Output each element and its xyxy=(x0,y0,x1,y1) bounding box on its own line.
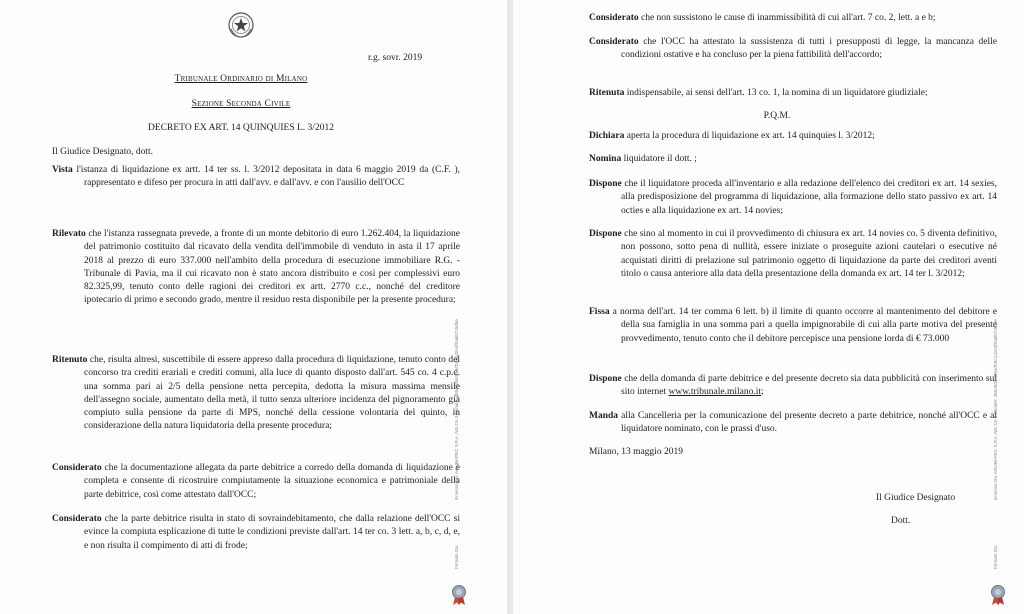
keyword-dispone: Dispone xyxy=(589,374,622,384)
signature-name: Dott. xyxy=(891,516,911,526)
paragraph-considerato-2: Considerato che la parte debitrice risulta in stato di sovraindebitamento, che dalla relazione dell'OCC si evince la compiuta esplicazione di tutte le condizioni previste dall'art. 14 ter co. 3 lett. a, b, c, d, e, e non risulta il compimento di atti di frode; xyxy=(52,514,460,551)
keyword-ritenuta: Ritenuta xyxy=(589,88,625,98)
italian-republic-emblem-icon xyxy=(226,10,256,40)
paragraph-manda: Manda alla Cancelleria per la comunicazione del presente decreto a parte debitrice, nonché all'OCC e al liquidatore nominato, con le prassi d'uso. xyxy=(589,411,997,435)
paragraph-ritenuta: Ritenuta indispensabile, ai sensi dell'art. 13 co. 1, la nomina di un liquidatore giudiziale; xyxy=(589,88,928,98)
paragraph-dispone-3: Dispone che della domanda di parte debitrice e del presente decreto sia data pubblicità con inserimento sul sito internet www.tribunale.milano.it; xyxy=(589,374,997,398)
document-page-1 xyxy=(0,0,507,614)
keyword-considerato: Considerato xyxy=(589,13,639,23)
paragraph-vista: Vista l'istanza di liquidazione ex artt. 14 ter ss. l. 3/2012 depositata in data 6 maggio 2019 da (C.F. ), rappresentato e difeso per procura in atti dall'avv. e dall'avv. e con l'ausilio dell'OCC xyxy=(52,165,460,189)
keyword-considerato: Considerato xyxy=(52,463,102,473)
seal-icon xyxy=(989,584,1007,606)
paragraph-considerato-1: Considerato che la documentazione allegata da parte debitrice a corredo della domanda di liquidazione è completa e consente di ricostruire compiutamente la situazione economica e patrimoniale della parte debitrice, così come attestato dall'OCC; xyxy=(52,463,460,500)
court-name: Tribunale Ordinario di Milano xyxy=(174,74,308,84)
paragraph-nomina: Nomina liquidatore il dott. ; xyxy=(589,154,697,164)
keyword-ritenuto: Ritenuto xyxy=(52,355,88,365)
keyword-manda: Manda xyxy=(589,411,619,421)
keyword-considerato: Considerato xyxy=(589,37,639,47)
paragraph-dichiara: Dichiara aperta la procedura di liquidazione ex art. 14 quinquies l. 3/2012; xyxy=(589,131,875,141)
keyword-dispone: Dispone xyxy=(589,229,622,239)
signed-by-label: Firmato Da: xyxy=(993,545,998,569)
decree-title: DECRETO EX ART. 14 QUINQUIES L. 3/2012 xyxy=(148,123,334,133)
keyword-fissa: Fissa xyxy=(589,307,610,317)
signed-by-label: Firmato Da: xyxy=(454,545,459,569)
court-section: Sezione Seconda Civile xyxy=(191,99,291,109)
signature-title: Il Giudice Designato xyxy=(876,493,956,503)
keyword-nomina: Nomina xyxy=(589,154,622,164)
keyword-dichiara: Dichiara xyxy=(589,131,625,141)
paragraph-rilevato: Rilevato che l'istanza rassegnata prevede, a fronte di un monte debitorio di euro 1.262.404, la liquidazione del patrimonio costituito dal ricavato della vendita dell'immobile di venduto in asta il 17 aprile 2018 al prezzo di euro 337.000 nell'ambito della procedura di esecuzione immobiliare R.G. - Tribunale di Pavia, ma il cui ricavato non è stato ancora distribuito e così per complessivi euro 82.325,99, tenuto conto delle ragioni dei creditori ex artt. 2770 c.c., nonché del creditore ipotecario di primo e secondo grado, mentre il residuo resta disponibile per la presente procedura; xyxy=(52,229,460,306)
keyword-vista: Vista xyxy=(52,165,73,175)
keyword-rilevato: Rilevato xyxy=(52,229,86,239)
paragraph-considerato-4: Considerato che l'OCC ha attestato la sussistenza di tutti i presupposti di legge, la mancanza delle condizioni ostative e ha concluso per la piena fattibilità dell'accordo; xyxy=(589,37,997,61)
paragraph-ritenuto: Ritenuto che, risulta altresì, suscettibile di essere appreso dalla procedura di liquidazione, tenuto conto del concorso tra crediti erariali e crediti comuni, alla luce di quanto disposto dall'art. 545 co. 4 c.p.c. una somma pari ai 2/5 della pensione netta percepita, dedotta la misura massima mensile dell'assegno sociale, aumentato della metà, il tutto senza ulteriore incidenza del pignoramento già compiuto sulla pensione da parte di MPS, nonché della cessione volontaria del quinto, in considerazione della natura liquidatoria della presente procedura; xyxy=(52,355,460,432)
digital-signature-stamp: Emesso Da: ARUBAPEC S.P.A. NG CA 3 Serial#: 4b5c8d0e3f6a7b9c1d2e4f5a6b7c8d9e xyxy=(993,319,998,500)
seal-icon xyxy=(450,584,468,606)
paragraph-considerato-3: Considerato che non sussistono le cause di inammissibilità di cui all'art. 7 co. 2, lett. a e b; xyxy=(589,13,936,23)
paragraph-dispone-1: Dispone che il liquidatore proceda all'inventario e alla redazione dell'elenco dei creditori ex art. 14 sexies, alla predisposizione del programma di liquidazione, alla formazione dello stato passivo ex art. 14 octies e alla liquidazione ex art. 14 novies; xyxy=(589,179,997,216)
digital-signature-stamp: Emesso Da: ARUBAPEC S.P.A. NG CA 3 Serial#: 4b5c8d0e3f6a7b9c1d2e4f5a6b7c8d9e xyxy=(454,319,459,500)
paragraph-fissa: Fissa a norma dell'art. 14 ter comma 6 lett. b) il limite di quanto occorre al mantenimento del debitore e della sua famiglia in una somma pari a quella impignorabile di cui alla parte motiva del presente provvedimento, tenuto conto che il debitore percepisce una pensione lorda di € 73.000 xyxy=(589,307,997,344)
case-number: r.g. sovr. 2019 xyxy=(368,53,423,63)
tribunal-website-link[interactable]: www.tribunale.milano.it xyxy=(668,387,762,398)
decree-date: Milano, 13 maggio 2019 xyxy=(589,447,683,457)
judge-line: Il Giudice Designato, dott. xyxy=(52,147,154,157)
keyword-dispone: Dispone xyxy=(589,179,622,189)
paragraph-dispone-2: Dispone che sino al momento in cui il provvedimento di chiusura ex art. 14 novies co. 5 diventa definitivo, non possono, sotto pena di nullità, essere iniziate o proseguite azioni cautelari o esecutive né acquistati diritti di prelazione sul patrimonio oggetto di liquidazione da parte dei creditori aventi titolo o causa anteriore alla data della presentazione della domanda ex art. 14 ter l. 3/2012; xyxy=(589,229,997,279)
pqm-heading: P.Q.M. xyxy=(763,111,791,121)
document-page-2 xyxy=(513,0,1024,614)
keyword-considerato: Considerato xyxy=(52,514,102,524)
